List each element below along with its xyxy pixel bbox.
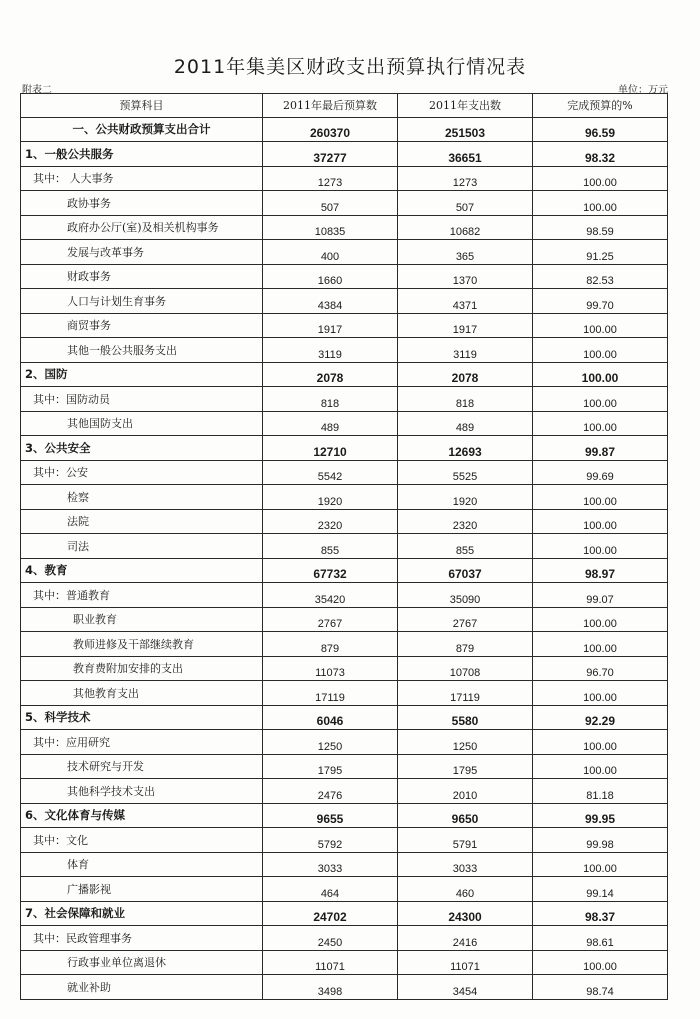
row-percent: 100.00 bbox=[533, 509, 668, 534]
table-row bbox=[21, 730, 668, 755]
row-actual: 2416 bbox=[398, 926, 533, 951]
table-row bbox=[21, 583, 668, 608]
table-row bbox=[21, 264, 668, 289]
table-row bbox=[21, 142, 668, 167]
row-subject: 其中： 人大事务 bbox=[21, 166, 263, 191]
row-budget: 24702 bbox=[263, 901, 398, 926]
row-actual: 507 bbox=[398, 191, 533, 216]
table-row bbox=[21, 558, 668, 583]
table-row bbox=[21, 852, 668, 877]
row-actual: 855 bbox=[398, 534, 533, 559]
row-budget: 818 bbox=[263, 387, 398, 412]
row-budget: 12710 bbox=[263, 436, 398, 461]
row-subject: 广播影视 bbox=[21, 877, 263, 902]
table-row bbox=[21, 534, 668, 559]
table-row bbox=[21, 803, 668, 828]
table-row bbox=[21, 460, 668, 485]
row-budget: 879 bbox=[263, 632, 398, 657]
row-subject: 政府办公厅(室)及相关机构事务 bbox=[21, 215, 263, 240]
row-percent: 100.00 bbox=[533, 387, 668, 412]
row-subject: 5、科学技术 bbox=[21, 705, 263, 730]
row-percent: 96.59 bbox=[533, 117, 668, 142]
row-actual: 67037 bbox=[398, 558, 533, 583]
row-budget: 9655 bbox=[263, 803, 398, 828]
table-row bbox=[21, 117, 668, 142]
table-row bbox=[21, 901, 668, 926]
row-subject: 其他国防支出 bbox=[21, 411, 263, 436]
row-actual: 5525 bbox=[398, 460, 533, 485]
row-percent: 100.00 bbox=[533, 191, 668, 216]
row-actual: 1795 bbox=[398, 754, 533, 779]
row-budget: 37277 bbox=[263, 142, 398, 167]
row-actual: 4371 bbox=[398, 289, 533, 314]
row-subject: 其中：公安 bbox=[21, 460, 263, 485]
row-budget: 1660 bbox=[263, 264, 398, 289]
row-percent: 96.70 bbox=[533, 656, 668, 681]
row-actual: 879 bbox=[398, 632, 533, 657]
row-percent: 99.98 bbox=[533, 828, 668, 853]
row-budget: 855 bbox=[263, 534, 398, 559]
header-budget: 2011年最后预算数 bbox=[263, 94, 398, 118]
table-row bbox=[21, 754, 668, 779]
row-actual: 1920 bbox=[398, 485, 533, 510]
row-actual: 2078 bbox=[398, 362, 533, 387]
row-actual: 5791 bbox=[398, 828, 533, 853]
row-subject: 一、公共财政预算支出合计 bbox=[21, 117, 263, 142]
row-budget: 507 bbox=[263, 191, 398, 216]
table-row bbox=[21, 828, 668, 853]
page-title: 2011年集美区财政支出预算执行情况表 bbox=[173, 56, 527, 78]
row-actual: 2767 bbox=[398, 607, 533, 632]
row-subject: 司法 bbox=[21, 534, 263, 559]
table-row bbox=[21, 607, 668, 632]
table-row bbox=[21, 215, 668, 240]
row-budget: 11071 bbox=[263, 950, 398, 975]
row-subject: 体育 bbox=[21, 852, 263, 877]
row-subject: 就业补助 bbox=[21, 975, 263, 1000]
row-budget: 2320 bbox=[263, 509, 398, 534]
row-actual: 10682 bbox=[398, 215, 533, 240]
row-percent: 98.61 bbox=[533, 926, 668, 951]
header-percent: 完成预算的% bbox=[533, 94, 668, 118]
row-actual: 36651 bbox=[398, 142, 533, 167]
row-budget: 10835 bbox=[263, 215, 398, 240]
table-row bbox=[21, 240, 668, 265]
table-row bbox=[21, 436, 668, 461]
row-actual: 10708 bbox=[398, 656, 533, 681]
row-budget: 1250 bbox=[263, 730, 398, 755]
row-actual: 1370 bbox=[398, 264, 533, 289]
row-percent: 100.00 bbox=[533, 362, 668, 387]
row-subject: 发展与改革事务 bbox=[21, 240, 263, 265]
row-budget: 464 bbox=[263, 877, 398, 902]
row-actual: 17119 bbox=[398, 681, 533, 706]
row-percent: 98.32 bbox=[533, 142, 668, 167]
row-subject: 职业教育 bbox=[21, 607, 263, 632]
row-budget: 2476 bbox=[263, 779, 398, 804]
row-actual: 1917 bbox=[398, 313, 533, 338]
row-percent: 99.95 bbox=[533, 803, 668, 828]
row-actual: 1250 bbox=[398, 730, 533, 755]
table-row bbox=[21, 877, 668, 902]
row-actual: 489 bbox=[398, 411, 533, 436]
row-percent: 100.00 bbox=[533, 754, 668, 779]
row-percent: 100.00 bbox=[533, 730, 668, 755]
row-subject: 检察 bbox=[21, 485, 263, 510]
row-percent: 98.97 bbox=[533, 558, 668, 583]
row-subject: 其他科学技术支出 bbox=[21, 779, 263, 804]
row-subject: 其中：普通教育 bbox=[21, 583, 263, 608]
row-percent: 100.00 bbox=[533, 166, 668, 191]
row-percent: 92.29 bbox=[533, 705, 668, 730]
row-subject: 7、社会保障和就业 bbox=[21, 901, 263, 926]
row-percent: 100.00 bbox=[533, 338, 668, 363]
header-subject: 预算科目 bbox=[21, 94, 263, 118]
row-budget: 35420 bbox=[263, 583, 398, 608]
row-percent: 99.87 bbox=[533, 436, 668, 461]
row-actual: 35090 bbox=[398, 583, 533, 608]
row-actual: 9650 bbox=[398, 803, 533, 828]
row-percent: 98.74 bbox=[533, 975, 668, 1000]
row-budget: 1795 bbox=[263, 754, 398, 779]
row-subject: 教师进修及干部继续教育 bbox=[21, 632, 263, 657]
row-budget: 1917 bbox=[263, 313, 398, 338]
row-percent: 82.53 bbox=[533, 264, 668, 289]
table-row bbox=[21, 656, 668, 681]
row-actual: 365 bbox=[398, 240, 533, 265]
row-percent: 99.07 bbox=[533, 583, 668, 608]
row-budget: 67732 bbox=[263, 558, 398, 583]
table-row bbox=[21, 338, 668, 363]
row-budget: 489 bbox=[263, 411, 398, 436]
row-budget: 17119 bbox=[263, 681, 398, 706]
row-subject: 2、国防 bbox=[21, 362, 263, 387]
table-row bbox=[21, 411, 668, 436]
row-actual: 1273 bbox=[398, 166, 533, 191]
row-percent: 98.59 bbox=[533, 215, 668, 240]
table-row bbox=[21, 950, 668, 975]
row-actual: 251503 bbox=[398, 117, 533, 142]
row-subject: 商贸事务 bbox=[21, 313, 263, 338]
row-percent: 100.00 bbox=[533, 632, 668, 657]
row-budget: 260370 bbox=[263, 117, 398, 142]
row-budget: 2078 bbox=[263, 362, 398, 387]
table-header-row bbox=[21, 94, 668, 118]
row-subject: 其中：文化 bbox=[21, 828, 263, 853]
row-budget: 5792 bbox=[263, 828, 398, 853]
table-row bbox=[21, 313, 668, 338]
row-percent: 100.00 bbox=[533, 681, 668, 706]
table-row bbox=[21, 779, 668, 804]
row-subject: 人口与计划生育事务 bbox=[21, 289, 263, 314]
row-percent: 99.69 bbox=[533, 460, 668, 485]
table-row bbox=[21, 705, 668, 730]
row-actual: 2010 bbox=[398, 779, 533, 804]
row-subject: 财政事务 bbox=[21, 264, 263, 289]
row-percent: 98.37 bbox=[533, 901, 668, 926]
row-budget: 2450 bbox=[263, 926, 398, 951]
table-row bbox=[21, 485, 668, 510]
row-budget: 400 bbox=[263, 240, 398, 265]
row-budget: 3033 bbox=[263, 852, 398, 877]
row-budget: 3498 bbox=[263, 975, 398, 1000]
row-percent: 99.70 bbox=[533, 289, 668, 314]
row-subject: 技术研究与开发 bbox=[21, 754, 263, 779]
row-percent: 100.00 bbox=[533, 852, 668, 877]
table-row bbox=[21, 509, 668, 534]
table-row bbox=[21, 926, 668, 951]
row-subject: 政协事务 bbox=[21, 191, 263, 216]
row-budget: 1920 bbox=[263, 485, 398, 510]
row-percent: 99.14 bbox=[533, 877, 668, 902]
row-subject: 3、公共安全 bbox=[21, 436, 263, 461]
row-percent: 100.00 bbox=[533, 950, 668, 975]
row-actual: 460 bbox=[398, 877, 533, 902]
row-actual: 2320 bbox=[398, 509, 533, 534]
row-actual: 12693 bbox=[398, 436, 533, 461]
row-actual: 5580 bbox=[398, 705, 533, 730]
row-budget: 2767 bbox=[263, 607, 398, 632]
row-budget: 4384 bbox=[263, 289, 398, 314]
row-subject: 行政事业单位离退休 bbox=[21, 950, 263, 975]
row-actual: 3454 bbox=[398, 975, 533, 1000]
table-row bbox=[21, 289, 668, 314]
row-percent: 100.00 bbox=[533, 534, 668, 559]
row-budget: 3119 bbox=[263, 338, 398, 363]
row-subject: 其中：国防动员 bbox=[21, 387, 263, 412]
row-subject: 4、教育 bbox=[21, 558, 263, 583]
row-percent: 100.00 bbox=[533, 411, 668, 436]
row-actual: 11071 bbox=[398, 950, 533, 975]
row-percent: 91.25 bbox=[533, 240, 668, 265]
table-row bbox=[21, 362, 668, 387]
row-percent: 100.00 bbox=[533, 485, 668, 510]
table-row bbox=[21, 387, 668, 412]
attachment-label: 附表二 bbox=[22, 85, 52, 96]
row-subject: 其他一般公共服务支出 bbox=[21, 338, 263, 363]
table-row bbox=[21, 191, 668, 216]
row-budget: 11073 bbox=[263, 656, 398, 681]
row-subject: 6、文化体育与传媒 bbox=[21, 803, 263, 828]
row-actual: 818 bbox=[398, 387, 533, 412]
row-budget: 5542 bbox=[263, 460, 398, 485]
row-subject: 法院 bbox=[21, 509, 263, 534]
row-actual: 24300 bbox=[398, 901, 533, 926]
row-subject: 其他教育支出 bbox=[21, 681, 263, 706]
row-actual: 3119 bbox=[398, 338, 533, 363]
header-actual: 2011年支出数 bbox=[398, 94, 533, 118]
unit-label: 单位：万元 bbox=[618, 85, 668, 96]
budget-execution-table bbox=[20, 93, 668, 1000]
table-row bbox=[21, 166, 668, 191]
row-budget: 1273 bbox=[263, 166, 398, 191]
table-row bbox=[21, 975, 668, 1000]
row-percent: 100.00 bbox=[533, 607, 668, 632]
row-subject: 其中：民政管理事务 bbox=[21, 926, 263, 951]
row-actual: 3033 bbox=[398, 852, 533, 877]
row-subject: 其中：应用研究 bbox=[21, 730, 263, 755]
row-subject: 1、一般公共服务 bbox=[21, 142, 263, 167]
table-row bbox=[21, 681, 668, 706]
table-row bbox=[21, 632, 668, 657]
row-budget: 6046 bbox=[263, 705, 398, 730]
row-subject: 教育费附加安排的支出 bbox=[21, 656, 263, 681]
row-percent: 81.18 bbox=[533, 779, 668, 804]
row-percent: 100.00 bbox=[533, 313, 668, 338]
